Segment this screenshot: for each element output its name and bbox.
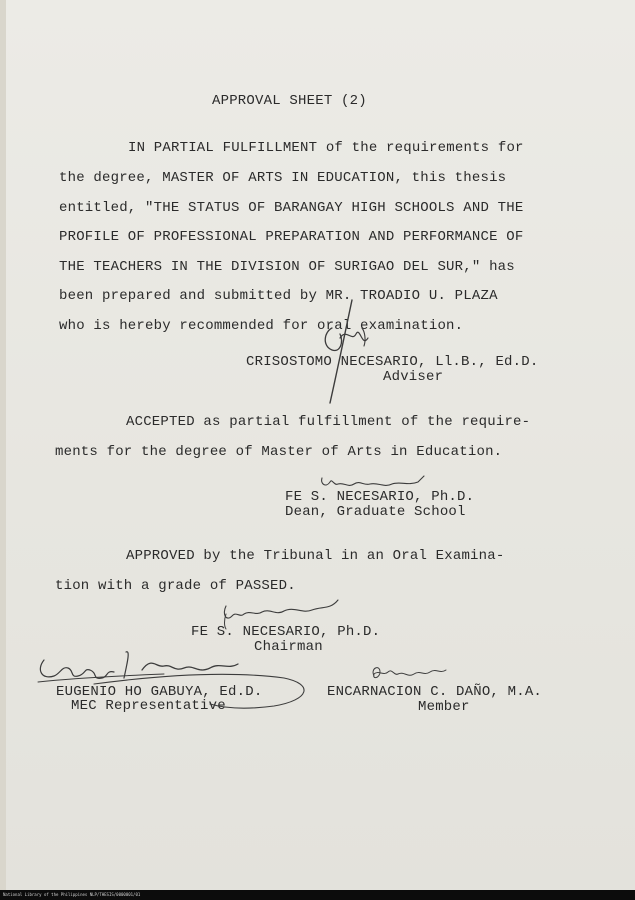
footer-text: National Library of the Philippines NLP/THESIS/0000001/01 [3,892,141,897]
member-signature [368,662,450,684]
paragraph1-line: THE TEACHERS IN THE DIVISION OF SURIGAO DEL SUR," has [59,259,515,275]
document-title: APPROVAL SHEET (2) [212,93,367,109]
mec-rep-name: EUGENIO HO GABUYA, Ed.D. [56,684,263,700]
adviser-name: CRISOSTOMO NECESARIO, Ll.B., Ed.D. [246,354,539,370]
paragraph1-line: IN PARTIAL FULFILLMENT of the requirements for [128,140,524,156]
dean-role: Dean, Graduate School [285,504,466,520]
dean-signature [318,472,428,494]
footer-bar [0,890,635,900]
paragraph2-line: ACCEPTED as partial fulfillment of the require- [126,414,531,430]
member-name: ENCARNACION C. DAÑO, M.A. [327,684,543,700]
mec-rep-signature [34,648,319,712]
chairman-role: Chairman [254,639,323,655]
paragraph1-line: entitled, "THE STATUS OF BARANGAY HIGH SCHOOLS AND THE [59,200,524,216]
paragraph2-line: ments for the degree of Master of Arts in Education. [55,444,503,460]
chairman-signature [218,596,343,630]
paragraph1-line: the degree, MASTER OF ARTS IN EDUCATION, this thesis [59,170,507,186]
paragraph3-line: tion with a grade of PASSED. [55,578,296,594]
adviser-role: Adviser [383,369,444,385]
paragraph3-line: APPROVED by the Tribunal in an Oral Examina- [126,548,505,564]
dean-name: FE S. NECESARIO, Ph.D. [285,489,475,505]
member-role: Member [418,699,470,715]
paragraph1-line: who is hereby recommended for oral examination. [59,318,464,334]
paragraph1-line: PROFILE OF PROFESSIONAL PREPARATION AND PERFORMANCE OF [59,229,524,245]
page-edge [0,0,6,900]
chairman-name: FE S. NECESARIO, Ph.D. [191,624,381,640]
paragraph1-line: been prepared and submitted by MR. TROADIO U. PLAZA [59,288,498,304]
mec-rep-role: MEC Representative [71,698,226,714]
adviser-signature [310,298,380,408]
